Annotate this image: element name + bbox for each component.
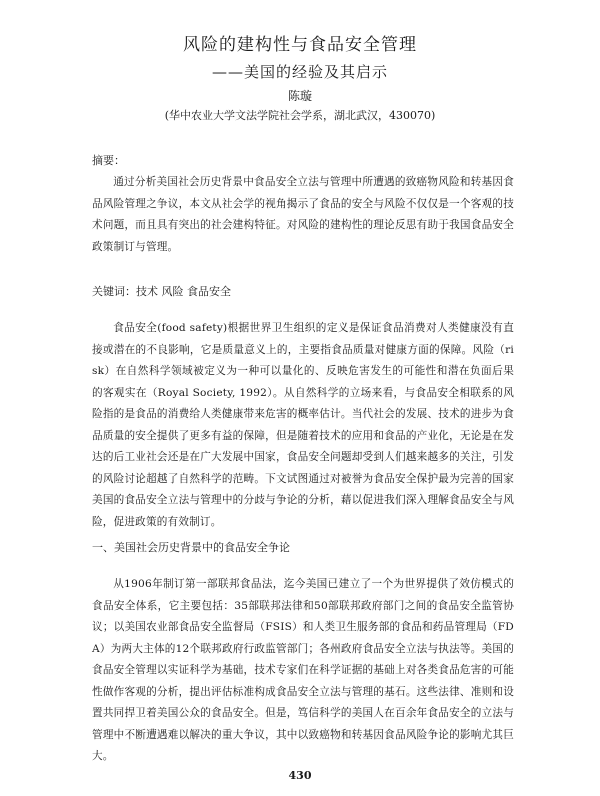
keywords: 关键词：技术 风险 食品安全 (92, 285, 231, 298)
abstract-label: 摘要： (92, 154, 125, 167)
section-paragraph: 从1906年制订第一部联邦食品法，迄今美国已建立了一个为世界提供了效仿模式的食品安全体系，它主要包括：35部联邦法律和50部联邦政府部门之间的食品安全监管协议；以美国农业部食品安全监督局（FSIS）和人类卫生服务部的食品和药品管理局（FDA）为两大主体的12个联邦政府行政监管部门；各州政府食品安全立法与执法等。美国的食品安全管理以实证科学为基础，技术专家们在科学证据的基础上对各类食品危害的可能性做作客观的分析，提出评估标准构成食品安全立法与管理的基石。这些法律、准则和设置共同捍卫着美国公众的食品安全。但是，笃信科学的美国人在百余年食品安全的立法与管理中不断遭遇难以解决的重大争议，其中以致癌物和转基因食品风险争论的影响尤其巨大。 (92, 578, 514, 762)
paper-subtitle: ——美国的经验及其启示 (211, 63, 388, 81)
section-heading: 一、美国社会历史背景中的食品安全争论 (92, 541, 290, 554)
author-affiliation: (华中农业大学文法学院社会学系，湖北武汉，430070) (164, 109, 436, 122)
author-name: 陈璇 (287, 89, 312, 103)
page-number: 430 (288, 769, 312, 782)
paper-title: 风险的建构性与食品安全管理 (183, 35, 417, 55)
abstract-text: 通过分析美国社会历史背景中食品安全立法与管理中所遭遇的致癌物风险和转基因食品风险管理之争议，本文从社会学的视角揭示了食品的安全与风险不仅仅是一个客观的技术问题，而且具有突出的社会建构特征。对风险的建构性的理论反思有助于我国食品安全政策制订与管理。 (92, 176, 514, 253)
intro-paragraph: 食品安全(food safety)根据世界卫生组织的定义是保证食品消费对人类健康没有直接或潜在的不良影响，它是质量意义上的，主要指食品质量对健康方面的保障。风险（risk）在自然科学领域被定义为一种可以量化的、反映危害发生的可能性和潜在负面后果的客观实在（Royal Society, 1992）。从自然科学的立场来看，与食品安全相联系的风险指的是食品的消费给人类健康带来危害的概率估计。当代社会的发展、技术的进步为食品质量的安全提供了更多有益的保障，但是随着技术的应用和食品的产业化，无论是在发达的后工业社会还是在广大发展中国家，食品安全问题却受到人们越来越多的关注，引发的风险讨论超越了自然科学的范畴。下文试图通过对被誉为食品安全保护最为完善的国家美国的食品安全立法与管理中的分歧与争论的分析，藉以促进我们深入理解食品安全与风险，促进政策的有效制订。 (92, 322, 514, 528)
